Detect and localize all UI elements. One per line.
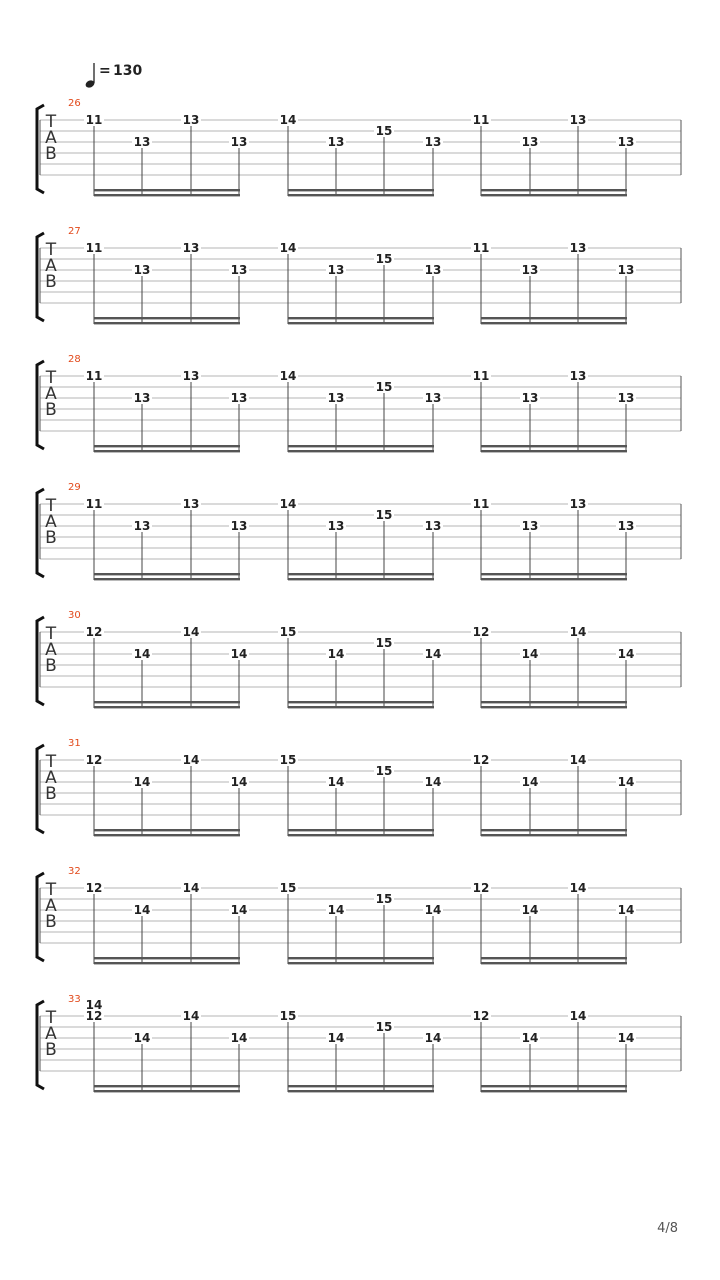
fret-number: 14 <box>279 113 297 127</box>
fret-number: 14 <box>327 647 345 661</box>
tab-clef-letter: B <box>45 656 57 676</box>
fret-number: 14 <box>230 1031 248 1045</box>
fret-number: 12 <box>472 753 490 767</box>
beam <box>288 322 434 324</box>
tab-clef-letter: B <box>45 1040 57 1060</box>
fret-number: 13 <box>521 135 539 149</box>
fret-number: 13 <box>327 391 345 405</box>
fret-number: 14 <box>133 775 151 789</box>
fret-number: 14 <box>279 369 297 383</box>
tempo-equals: = <box>99 63 111 79</box>
beam <box>481 962 627 964</box>
beam <box>94 194 240 196</box>
fret-number: 14 <box>133 1031 151 1045</box>
fret-number: 15 <box>279 625 297 639</box>
fret-number: 14 <box>424 903 442 917</box>
beam <box>481 957 627 959</box>
beam <box>481 450 627 452</box>
fret-number: 14 <box>182 625 200 639</box>
fret-number: 11 <box>85 497 103 511</box>
beam <box>481 189 627 191</box>
tab-clef-letter: A <box>45 384 57 404</box>
fret-number: 14 <box>133 903 151 917</box>
fret-number: 14 <box>182 881 200 895</box>
tab-clef-letter: B <box>45 784 57 804</box>
measure-number: 31 <box>68 738 81 749</box>
measure-number: 28 <box>68 354 81 365</box>
fret-number: 13 <box>569 241 587 255</box>
beam <box>94 450 240 452</box>
fret-number: 15 <box>375 892 393 906</box>
fret-number: 14 <box>327 1031 345 1045</box>
fret-number: 13 <box>521 263 539 277</box>
tab-clef-letter: B <box>45 272 57 292</box>
fret-number: 14 <box>569 625 587 639</box>
fret-number: 13 <box>617 135 635 149</box>
tab-system <box>37 866 681 964</box>
fret-number: 14 <box>569 1009 587 1023</box>
beam <box>288 701 434 703</box>
tab-clef-letter: B <box>45 528 57 548</box>
beam <box>288 829 434 831</box>
fret-number: 14 <box>617 1031 635 1045</box>
beam <box>94 578 240 580</box>
measure-number: 32 <box>68 866 81 877</box>
fret-number: 13 <box>182 113 200 127</box>
beam <box>481 1090 627 1092</box>
beam <box>94 829 240 831</box>
fret-number: 15 <box>279 753 297 767</box>
beam <box>288 189 434 191</box>
fret-number: 14 <box>182 1009 200 1023</box>
beam <box>481 1085 627 1087</box>
beam <box>288 962 434 964</box>
beam <box>94 957 240 959</box>
tab-clef-letter: T <box>45 240 57 260</box>
beam <box>94 834 240 836</box>
fret-number: 12 <box>85 625 103 639</box>
fret-number: 14 <box>424 775 442 789</box>
fret-number: 14 <box>521 647 539 661</box>
beam <box>288 1090 434 1092</box>
fret-number: 12 <box>85 753 103 767</box>
page-number: 4/8 <box>657 1221 678 1236</box>
beam <box>481 834 627 836</box>
fret-number: 15 <box>375 636 393 650</box>
tab-clef-letter: T <box>45 880 57 900</box>
beam <box>481 194 627 196</box>
beam <box>94 962 240 964</box>
fret-number: 15 <box>375 380 393 394</box>
fret-number: 13 <box>230 135 248 149</box>
beam <box>481 829 627 831</box>
fret-number: 14 <box>279 241 297 255</box>
tempo-marking <box>84 63 142 89</box>
tab-system <box>37 610 681 708</box>
fret-number: 14 <box>230 775 248 789</box>
tab-clef-letter: A <box>45 640 57 660</box>
beam <box>481 701 627 703</box>
fret-number: 14 <box>424 1031 442 1045</box>
beam <box>94 1085 240 1087</box>
fret-number: 14 <box>521 903 539 917</box>
measure-number: 30 <box>68 610 81 621</box>
measure-number: 29 <box>68 482 81 493</box>
beam <box>481 317 627 319</box>
fret-number: 14 <box>617 775 635 789</box>
beam <box>94 317 240 319</box>
beam <box>288 578 434 580</box>
beam <box>481 573 627 575</box>
fret-number: 13 <box>182 369 200 383</box>
fret-number: 13 <box>230 391 248 405</box>
fret-number: 13 <box>569 497 587 511</box>
tab-system <box>37 994 681 1092</box>
fret-number: 11 <box>472 241 490 255</box>
fret-number: 14 <box>279 497 297 511</box>
fret-number: 13 <box>617 519 635 533</box>
fret-number: 13 <box>327 519 345 533</box>
fret-number: 14 <box>569 881 587 895</box>
fret-number: 13 <box>424 391 442 405</box>
beam <box>94 573 240 575</box>
fret-number: 14 <box>617 903 635 917</box>
fret-number: 11 <box>472 369 490 383</box>
fret-number: 15 <box>375 124 393 138</box>
fret-number: 15 <box>375 252 393 266</box>
beam <box>481 578 627 580</box>
beam <box>288 573 434 575</box>
beam <box>288 317 434 319</box>
fret-number: 13 <box>569 113 587 127</box>
tab-clef-letter: B <box>45 144 57 164</box>
fret-number: 11 <box>472 497 490 511</box>
fret-number: 11 <box>85 241 103 255</box>
tab-system <box>37 98 681 196</box>
fret-number: 15 <box>375 508 393 522</box>
tab-clef-letter: T <box>45 624 57 644</box>
fret-number: 12 <box>85 881 103 895</box>
beam <box>288 1085 434 1087</box>
fret-number: 13 <box>617 391 635 405</box>
fret-number: 12 <box>472 881 490 895</box>
tab-system <box>37 738 681 836</box>
beam <box>481 706 627 708</box>
tab-clef-letter: T <box>45 368 57 388</box>
fret-number: 11 <box>85 113 103 127</box>
fret-number: 15 <box>279 881 297 895</box>
beam <box>94 706 240 708</box>
fret-number: 14 <box>230 903 248 917</box>
tab-clef-letter: B <box>45 400 57 420</box>
fret-number: 13 <box>230 519 248 533</box>
tab-clef-letter: B <box>45 912 57 932</box>
tab-system <box>37 226 681 324</box>
fret-number: 13 <box>569 369 587 383</box>
fret-number: 14 <box>133 647 151 661</box>
fret-number: 13 <box>327 135 345 149</box>
beam <box>94 1090 240 1092</box>
tab-clef-letter: A <box>45 128 57 148</box>
fret-number: 14 <box>182 753 200 767</box>
tab-clef-letter: A <box>45 512 57 532</box>
beam <box>288 445 434 447</box>
fret-number: 13 <box>133 135 151 149</box>
fret-number: 15 <box>279 1009 297 1023</box>
fret-number: 14 <box>424 647 442 661</box>
fret-number: 11 <box>472 113 490 127</box>
beam <box>481 322 627 324</box>
fret-number: 14 <box>327 775 345 789</box>
tab-clef-letter: T <box>45 112 57 132</box>
beam <box>288 194 434 196</box>
fret-number: 13 <box>424 263 442 277</box>
tab-clef-letter: A <box>45 768 57 788</box>
fret-number: 13 <box>182 497 200 511</box>
tab-clef-letter: T <box>45 1008 57 1028</box>
beam <box>288 450 434 452</box>
fret-number: 13 <box>133 263 151 277</box>
fret-number: 15 <box>375 764 393 778</box>
fret-number: 11 <box>85 369 103 383</box>
fret-number: 14 <box>327 903 345 917</box>
tempo-bpm: 130 <box>113 63 143 79</box>
tab-clef-letter: T <box>45 752 57 772</box>
fret-number: 14 <box>617 647 635 661</box>
beam <box>288 957 434 959</box>
tab-clef-letter: T <box>45 496 57 516</box>
tab-system <box>37 354 681 452</box>
tab-system <box>37 482 681 580</box>
beam <box>94 445 240 447</box>
fret-number: 14 <box>521 1031 539 1045</box>
fret-number: 13 <box>182 241 200 255</box>
beam <box>94 322 240 324</box>
fret-number: 13 <box>327 263 345 277</box>
fret-number: 14 <box>85 998 103 1012</box>
measure-number: 33 <box>68 994 81 1005</box>
fret-number: 12 <box>472 625 490 639</box>
beam <box>288 706 434 708</box>
fret-number: 14 <box>569 753 587 767</box>
fret-number: 14 <box>521 775 539 789</box>
fret-number: 13 <box>133 391 151 405</box>
tab-clef-letter: A <box>45 896 57 916</box>
fret-number: 15 <box>375 1020 393 1034</box>
fret-number: 14 <box>230 647 248 661</box>
measure-number: 26 <box>68 98 81 109</box>
fret-number: 13 <box>521 519 539 533</box>
fret-number: 13 <box>424 519 442 533</box>
measure-number: 27 <box>68 226 81 237</box>
fret-number: 12 <box>85 1009 103 1023</box>
tab-clef-letter: A <box>45 1024 57 1044</box>
fret-number: 13 <box>424 135 442 149</box>
beam <box>94 701 240 703</box>
fret-number: 13 <box>133 519 151 533</box>
beam <box>288 834 434 836</box>
beam <box>481 445 627 447</box>
fret-number: 12 <box>472 1009 490 1023</box>
fret-number: 13 <box>521 391 539 405</box>
fret-number: 13 <box>230 263 248 277</box>
fret-number: 13 <box>617 263 635 277</box>
beam <box>94 189 240 191</box>
tab-clef-letter: A <box>45 256 57 276</box>
